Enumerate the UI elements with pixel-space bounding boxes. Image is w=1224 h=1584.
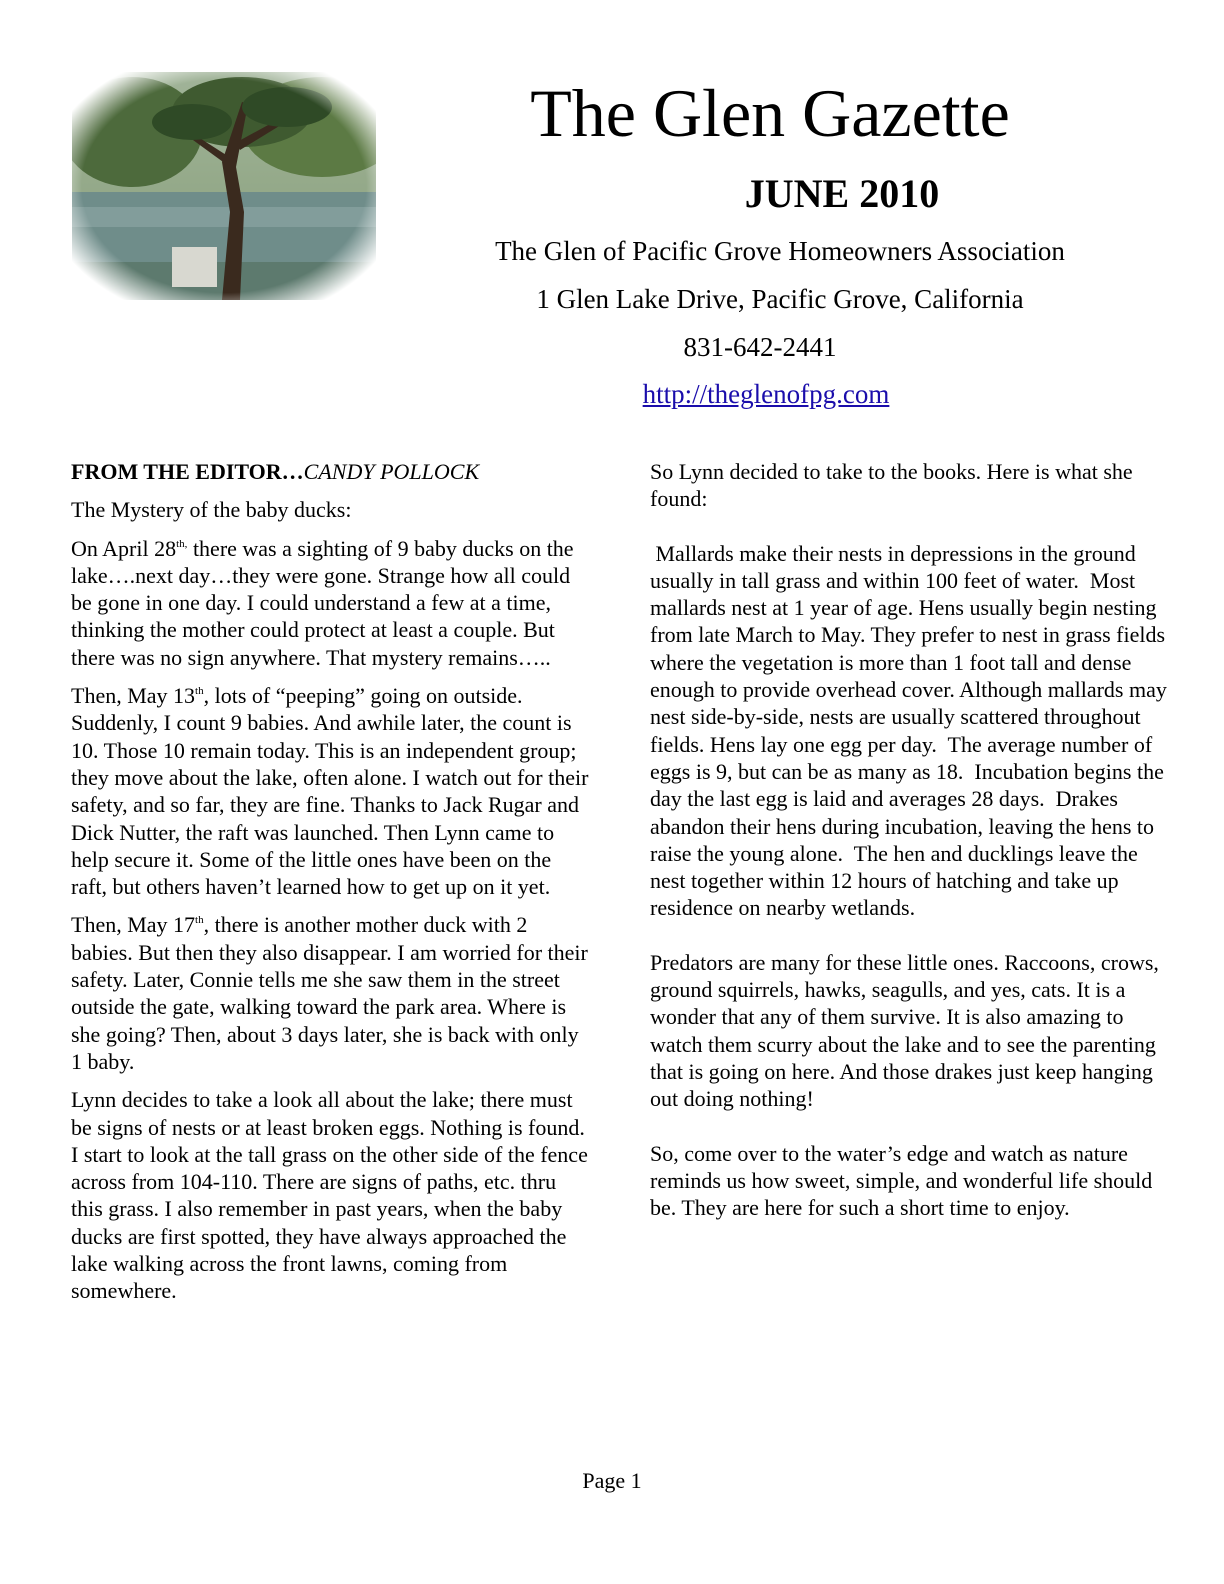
ordinal-suffix: th (195, 914, 204, 927)
article-paragraph: Lynn decides to take a look all about the lake; there must be signs of nests or at least broken eggs. Nothing is found. I start to look at the tall grass on the other side of the fence across from 104-110. There are signs of paths, etc. thru this grass. I also remember in past years, when the baby ducks are first spotted, they have always approached the lake walking across the front lawns, coming from somewhere. (71, 1087, 588, 1304)
paragraph-text: , there is another mother duck with 2 babies. But then they also disappear. I am worried for their safety. Later, Connie tells me she saw them in the street outside the gate, walking toward the park area. Where is she going? Then, about 3 days later, she is back with only 1 baby. (71, 912, 588, 1074)
ordinal-suffix: th, (176, 537, 188, 550)
address: 1 Glen Lake Drive, Pacific Grove, California (536, 284, 1024, 314)
article-subtitle: The Mystery of the baby ducks: (71, 497, 352, 523)
article-byline (71, 458, 591, 485)
article-paragraph: Predators are many for these little ones. Raccoons, crows, ground squirrels, hawks, seagulls, and yes, cats. It is a wonder that any of them survive. It is also amazing to watch them scurry about the lake and to see the parenting that is going on here. And those drakes just keep hanging out doing nothing! (650, 949, 1159, 1112)
paragraph-text: Then, May 17 (71, 912, 196, 938)
article-heading: FROM THE EDITOR… (71, 459, 304, 484)
left-column (71, 458, 591, 1316)
paragraph-text: there was a sighting of 9 baby ducks on the lake….next day…they were gone. Strange how all could be gone in one day. I could understand a few at a time, thinking the mother could protect at least a couple. But there was no sign anywhere. That mystery remains….. (71, 535, 574, 670)
article-paragraph: Mallards make their nests in depressions in the ground usually in tall grass and within 100 feet of water. Most mallards nest at 1 year of age. Hens usually begin nesting from late March to May. They prefer to nest in grass fields where the vegetation is more than 1 foot tall and dense enough to provide overhead cover. Although mallards may nest side-by-side, nests are usually scattered throughout fields. Hens lay one egg per day. The average number of eggs is 9, but can be as many as 18. Incubation begins the day the last egg is laid and averages 28 days. Drakes abandon their hens during incubation, leaving the hens to raise the young alone. The hen and ducklings leave the nest together within 12 hours of hatching and take up residence on nearby wetlands. (650, 540, 1173, 921)
ordinal-suffix: th (195, 685, 204, 698)
article-author: CANDY POLLOCK (303, 459, 480, 484)
issue-date: JUNE 2010 (744, 171, 940, 216)
article-paragraph (71, 682, 591, 900)
paragraph-text: On April 28 (71, 535, 177, 561)
website-line (366, 377, 1166, 411)
newsletter-title: The Glen Gazette (530, 75, 1010, 151)
right-column (650, 458, 1173, 1232)
header-photo-lake-tree (72, 72, 376, 300)
article-paragraph (71, 911, 591, 1075)
article-paragraph: So Lynn decided to take to the books. Here is what she found: (650, 459, 1133, 512)
article-paragraph (71, 535, 591, 671)
phone-number: 831-642-2441 (683, 332, 837, 362)
organization-name: The Glen of Pacific Grove Homeowners Association (495, 236, 1065, 266)
article-paragraph: So, come over to the water’s edge and watch as nature reminds us how sweet, simple, and wonderful life should be. They are here for such a short time to enjoy. (650, 1140, 1153, 1221)
paragraph-text: , lots of “peeping” going on outside. Suddenly, I count 9 babies. And awhile later, the count is 10. Those 10 remain today. This is an independent group; they move about the lake, often alone. I watch out for their safety, and so far, they are fine. Thanks to Jack Rugar and Dick Nutter, the raft was launched. Then Lynn came to help secure it. Some of the little ones have been on the raft, but others haven’t learned how to get up on it yet. (71, 683, 589, 900)
paragraph-text: Then, May 13 (71, 683, 196, 709)
page-number: Page 1 (582, 1468, 642, 1493)
website-link[interactable]: http://theglenofpg.com (642, 379, 890, 409)
